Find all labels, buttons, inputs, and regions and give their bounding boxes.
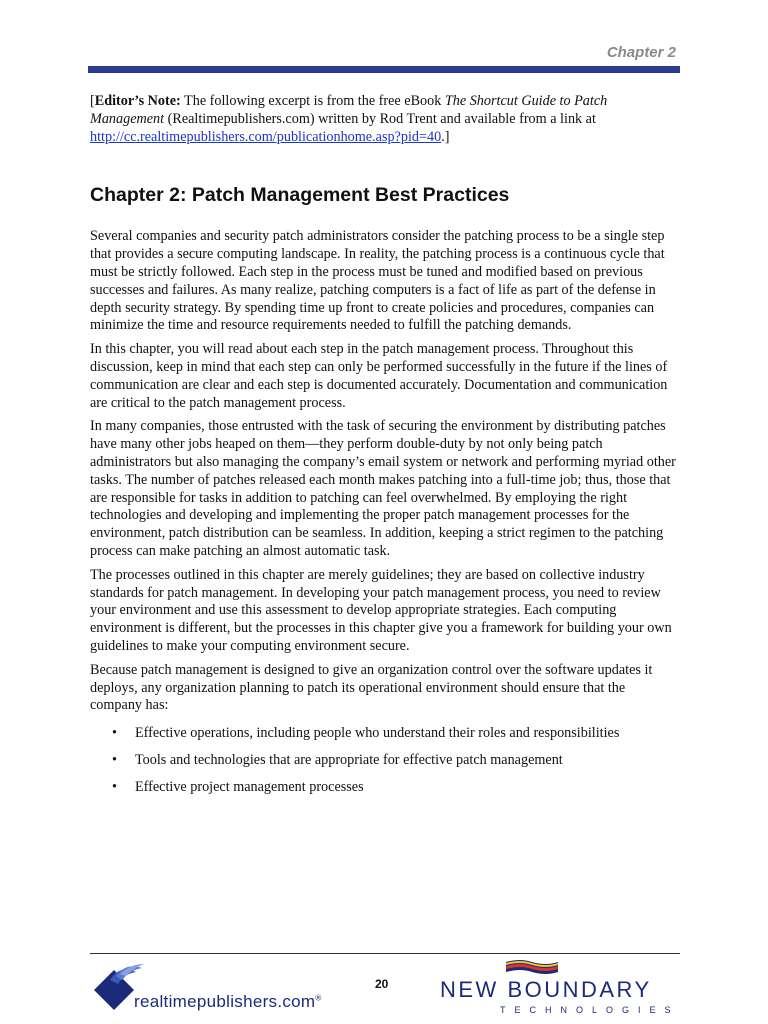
- bullet-item: [90, 725, 680, 743]
- bullet-dot: •: [112, 751, 117, 768]
- new-boundary-logo-name: NEW BOUNDARY: [440, 977, 652, 1002]
- page-number: 20: [375, 977, 389, 991]
- paragraph-2: In this chapter, you will read about each step in the patch management process. Throughout this discussion, keep in mind that each step can only be performed successfully in the future if the lines of communication are clear and each step is documented accurately. Documentation and communication are critical to the patch management process.: [90, 341, 668, 411]
- header-rule: [88, 66, 680, 73]
- realtimepublishers-logo-text: [134, 992, 322, 1012]
- editor-note-text-2: (Realtimepublishers.com) written by Rod Trent and available from a link at: [164, 110, 596, 127]
- paragraph-4: The processes outlined in this chapter are merely guidelines; they are based on collective industry standards for patch management. In developing your patch management process, you need to review your environment and use this assessment to develop appropriate strategies. Each computing environment is different, but the processes in this chapter give you a framework for building your own guidelines to make your computing environment secure.: [90, 566, 672, 654]
- bullet-text: Effective project management processes: [135, 778, 364, 795]
- chapter-header-label: Chapter 2: [606, 44, 676, 61]
- bullet-item: [90, 752, 680, 770]
- bullet-text: Tools and technologies that are appropriate for effective patch management: [135, 751, 563, 768]
- bullet-item: [90, 779, 680, 797]
- editor-note: [90, 93, 680, 146]
- bullet-list: [90, 725, 680, 796]
- page-content: [90, 93, 680, 806]
- editor-note-close: .]: [441, 128, 450, 145]
- bullet-text: Effective operations, including people who understand their roles and responsibilities: [135, 725, 620, 742]
- new-boundary-logo-subtitle: TECHNOLOGIES: [500, 1005, 680, 1015]
- editor-note-open-bracket: [: [90, 93, 95, 109]
- realtimepublishers-logo-name: realtimepublishers.com: [134, 992, 316, 1011]
- paragraph-3: In many companies, those entrusted with the task of securing the environment by distributing patches have many other jobs heaped on them—they perform double-duty by not only being patch administrators but also managing the company’s email system or network and performing myriad other tasks. The number of patches released each month makes patching into a full-time job; thus, those that are responsible for tasks in addition to patching can feel overwhelmed. By employing the right technologies and developing and implementing the proper patch management processes for the environment, patch distribution can be seamless. In addition, keeping a strict regimen to the patching process can make patching an almost automatic task.: [90, 418, 676, 559]
- paragraph-1: Several companies and security patch administrators consider the patching process to be a single step that provides a secure computing landscape. In reality, the patching process is a continuous cycle that must be strictly followed. Each step in the process must be tuned and modified based on previous successes and failures. As many realize, patching computers is a fact of life as part of the defense in depth security strategy. By spending time up front to create policies and procedures, companies can minimize the time and resource requirements needed to fulfill the patching demands.: [90, 228, 665, 334]
- bullet-dot: •: [112, 778, 117, 795]
- publication-link[interactable]: http://cc.realtimepublishers.com/publicationhome.asp?pid=40: [90, 128, 442, 145]
- chapter-title: Chapter 2: Patch Management Best Practices: [90, 184, 510, 207]
- editor-note-book-title: The Shortcut Guide to Patch Management: [90, 93, 608, 127]
- footer-rule: [90, 953, 680, 954]
- editor-note-label: Editor’s Note:: [94, 93, 181, 109]
- registered-mark: ®: [315, 993, 322, 1003]
- editor-note-text-1: The following excerpt is from the free eBook: [180, 93, 445, 109]
- realtimepublishers-logo: [90, 960, 330, 1020]
- bullet-dot: •: [112, 725, 117, 742]
- paragraph-5: Because patch management is designed to give an organization control over the software updates it deploys, any organization planning to patch its operational environment should ensure that the company has:: [90, 661, 653, 714]
- new-boundary-logo: [440, 958, 680, 1020]
